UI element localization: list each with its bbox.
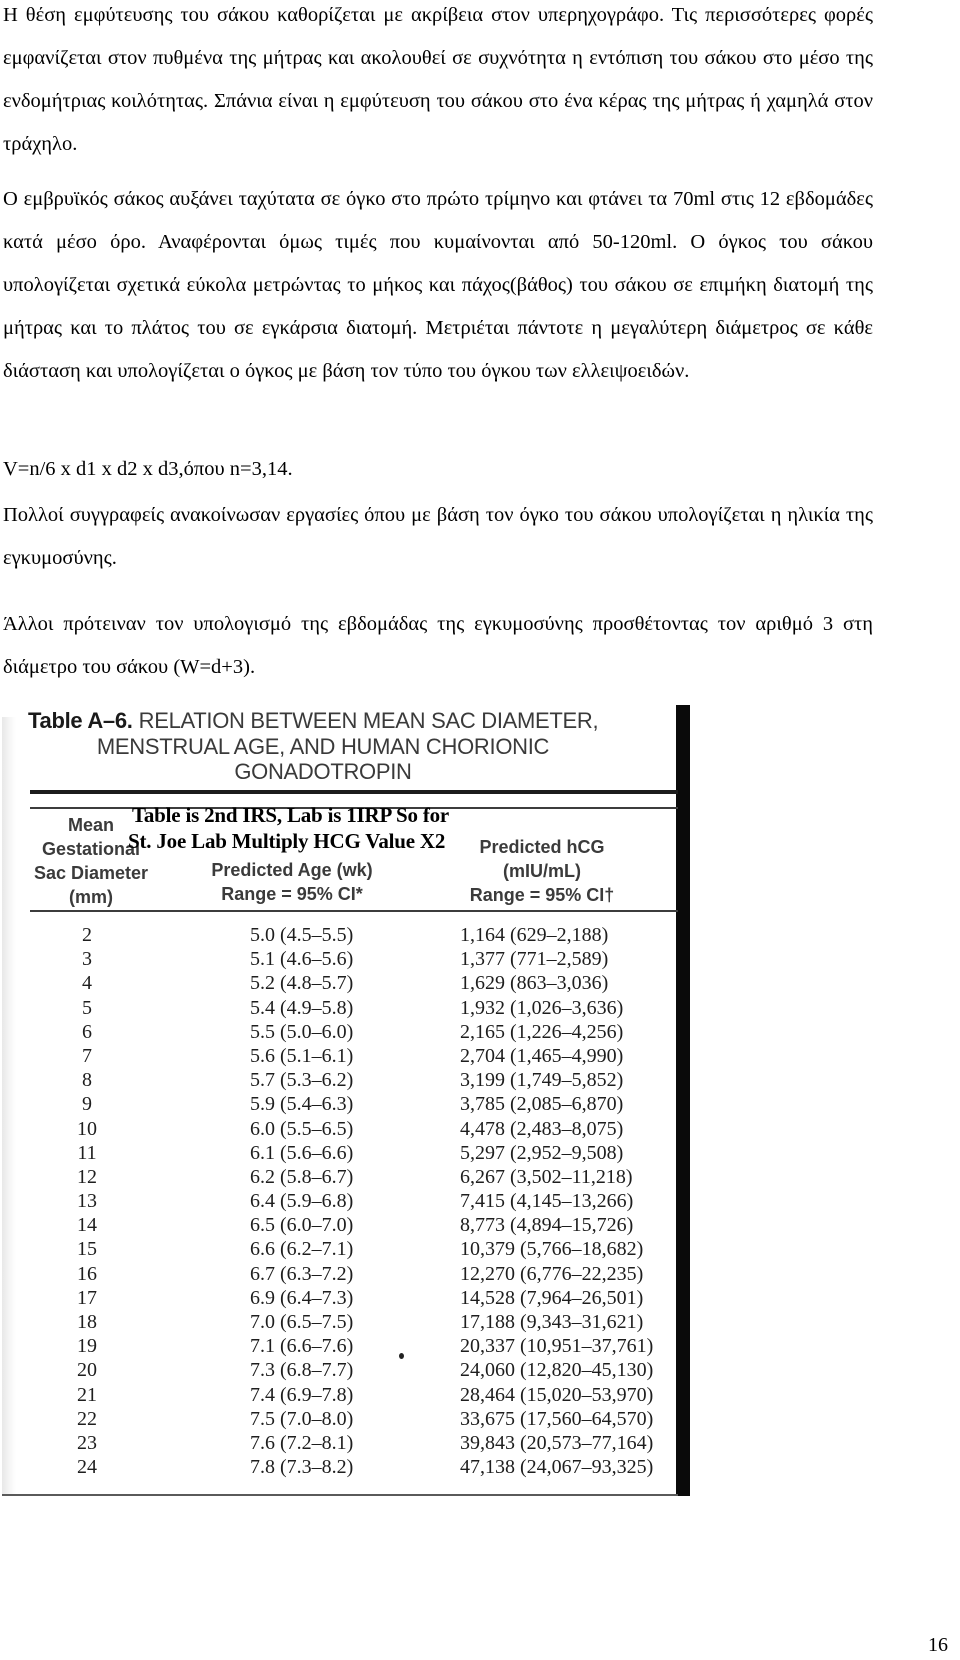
- cell-sac-diameter: 9: [82, 1093, 92, 1116]
- table-row: [2, 1068, 678, 1092]
- cell-predicted-hcg: 4,478 (2,483–8,075): [460, 1117, 624, 1140]
- cell-sac-diameter: 18: [77, 1311, 97, 1333]
- scan-edge-right: [676, 705, 690, 1496]
- cell-predicted-hcg: 3,199 (1,749–5,852): [460, 1069, 624, 1092]
- cell-sac-diameter: 6: [82, 1020, 92, 1043]
- cell-predicted-age: 5.7 (5.3–6.2): [250, 1069, 354, 1092]
- page-number: 16: [928, 1634, 948, 1656]
- cell-predicted-age: 6.6 (6.2–7.1): [250, 1238, 354, 1261]
- cell-predicted-age: 5.5 (5.0–6.0): [250, 1020, 354, 1043]
- cell-sac-diameter: 13: [77, 1190, 97, 1213]
- cell-predicted-age: 7.1 (6.6–7.6): [250, 1335, 354, 1358]
- cell-predicted-hcg: 3,785 (2,085–6,870): [460, 1093, 624, 1116]
- cell-predicted-hcg: 14,528 (7,964–26,501): [460, 1286, 644, 1309]
- cell-sac-diameter: 4: [82, 972, 92, 995]
- cell-predicted-hcg: 28,464 (15,020–53,970): [460, 1383, 654, 1406]
- scan-edge-bottom: [2, 1494, 678, 1496]
- table-row: [2, 1407, 678, 1431]
- table-row: [2, 1092, 678, 1116]
- table-row: [2, 1237, 678, 1261]
- table-rule-header-bottom: [30, 910, 678, 912]
- table-row: [2, 1334, 678, 1358]
- cell-predicted-hcg: 8,773 (4,894–15,726): [460, 1214, 634, 1237]
- cell-predicted-hcg: 1,932 (1,026–3,636): [460, 996, 624, 1019]
- table-row: [2, 1383, 678, 1407]
- cell-predicted-age: 7.6 (7.2–8.1): [250, 1431, 354, 1454]
- column-header-line: Gestational: [41, 839, 141, 859]
- cell-predicted-hcg: 24,060 (12,820–45,130): [460, 1359, 654, 1382]
- cell-predicted-age: 5.0 (4.5–5.5): [250, 924, 354, 946]
- cell-sac-diameter: 7: [82, 1044, 92, 1067]
- cell-predicted-age: 7.0 (6.5–7.5): [250, 1311, 354, 1333]
- cell-sac-diameter: 14: [77, 1214, 97, 1237]
- cell-predicted-hcg: 5,297 (2,952–9,508): [460, 1141, 624, 1164]
- stamp-annotation-line1: Table is 2nd IRS, Lab is 1IRP So for: [132, 803, 450, 827]
- cell-predicted-age: 5.4 (4.9–5.8): [250, 996, 354, 1019]
- cell-predicted-age: 6.7 (6.3–7.2): [250, 1262, 354, 1285]
- table-row: [2, 923, 678, 947]
- column-header-line: Predicted Age (wk): [211, 860, 373, 880]
- scanned-table-image: [2, 705, 690, 1496]
- cell-sac-diameter: 20: [77, 1359, 97, 1382]
- cell-sac-diameter: 10: [77, 1117, 97, 1140]
- cell-sac-diameter: 22: [77, 1407, 97, 1430]
- cell-sac-diameter: 11: [77, 1141, 97, 1164]
- cell-predicted-age: 7.4 (6.9–7.8): [250, 1383, 354, 1406]
- cell-sac-diameter: 19: [77, 1335, 97, 1358]
- table-row: [2, 1213, 678, 1237]
- cell-sac-diameter: 8: [82, 1069, 92, 1092]
- cell-predicted-hcg: 2,165 (1,226–4,256): [460, 1020, 624, 1043]
- cell-predicted-age: 5.2 (4.8–5.7): [250, 972, 354, 995]
- column-header-predicted-age: [192, 858, 392, 906]
- cell-predicted-hcg: 2,704 (1,465–4,990): [460, 1044, 624, 1067]
- cell-sac-diameter: 12: [77, 1165, 97, 1188]
- paragraph-week-formula: Άλλοι πρότειναν τον υπολογισμό της εβδομάδας της εγκυμοσύνης προσθέτοντας τον αριθμό 3 στη διάμετρο του σάκου (W=d+3).: [3, 613, 873, 678]
- table-row: [2, 996, 678, 1020]
- table-row: [2, 1044, 678, 1068]
- cell-predicted-hcg: 20,337 (10,951–37,761): [460, 1335, 654, 1358]
- cell-sac-diameter: 17: [77, 1286, 97, 1309]
- cell-predicted-hcg: 7,415 (4,145–13,266): [460, 1190, 634, 1213]
- column-header-line: Sac Diameter: [33, 863, 149, 883]
- cell-predicted-hcg: 33,675 (17,560–64,570): [460, 1407, 654, 1430]
- table-rule-top: [30, 790, 678, 794]
- column-header-line: Predicted hCG: [479, 837, 605, 857]
- cell-predicted-age: 7.5 (7.0–8.0): [250, 1407, 354, 1430]
- cell-predicted-age: 6.9 (6.4–7.3): [250, 1286, 354, 1309]
- cell-predicted-age: 6.5 (6.0–7.0): [250, 1214, 354, 1237]
- cell-predicted-hcg: 6,267 (3,502–11,218): [460, 1165, 633, 1188]
- table-title-line3: GONADOTROPIN: [234, 759, 412, 784]
- cell-predicted-age: 6.4 (5.9–6.8): [250, 1190, 354, 1213]
- cell-predicted-age: 6.1 (5.6–6.6): [250, 1141, 354, 1164]
- cell-sac-diameter: 3: [82, 948, 92, 971]
- table-row: [2, 1141, 678, 1165]
- cell-predicted-age: 7.8 (7.3–8.2): [250, 1456, 354, 1479]
- paragraph-volume-formula: V=n/6 x d1 x d2 x d3,όπου n=3,14.: [3, 458, 293, 480]
- column-header-line: (mm): [69, 887, 113, 907]
- table-row: [2, 1286, 678, 1310]
- table-row: [2, 1262, 678, 1286]
- table-row: [2, 1117, 678, 1141]
- cell-sac-diameter: 16: [77, 1262, 97, 1285]
- table-title: [28, 708, 678, 785]
- column-header-line: Range = 95% CI†: [469, 885, 615, 905]
- stamp-annotation-line2: St. Joe Lab Multiply HCG Value X2: [128, 829, 446, 853]
- cell-sac-diameter: 5: [82, 996, 92, 1019]
- cell-predicted-hcg: 39,843 (20,573–77,164): [460, 1431, 654, 1454]
- table-row: [2, 971, 678, 995]
- cell-predicted-age: 5.6 (5.1–6.1): [250, 1044, 354, 1067]
- table-title-line1: RELATION BETWEEN MEAN SAC DIAMETER,: [138, 708, 599, 733]
- table-row: [2, 1431, 678, 1455]
- cell-sac-diameter: 24: [77, 1456, 97, 1479]
- cell-sac-diameter: 21: [77, 1383, 97, 1406]
- paragraph-implantation-site: Η θέση εμφύτευσης του σάκου καθορίζεται με ακρίβεια στον υπερηχογράφο. Τις περισσότερες φορές εμφανίζεται στον πυθμένα της μήτρας και ακολουθεί σε συχνότητα η εντόπιση του σάκου στο μέσο της ενδομήτριας κοιλότητας. Σπάνια είναι η εμφύτευση του σάκου στο ένα κέρας της μήτρας ή χαμηλά στον τράχηλο.: [3, 4, 873, 155]
- paragraph-sac-volume: Ο εμβρυϊκός σάκος αυξάνει ταχύτατα σε όγκο στο πρώτο τρίμηνο και φτάνει τα 70ml στις 12 εβδομάδες κατά μέσο όρο. Αναφέρονται όμως τιμές που κυμαίνονται από 50-120ml. Ο όγκος του σάκου υπολογίζεται σχετικά εύκολα μετρώντας το μήκος και πάχος(βάθος) του σάκου σε επιμήκη διατομή της μήτρας και το πλάτος του σε εγκάρσια διατομή. Μετριέται πάντοτε η μεγαλύτερη διάμετρος σε κάθε διάσταση και υπολογίζεται ο όγκος με βάση τον τύπο του όγκου των ελλειψοειδών.: [3, 188, 873, 382]
- cell-predicted-age: 6.2 (5.8–6.7): [250, 1165, 354, 1188]
- table-body: [2, 923, 678, 1479]
- table-tag: Table A–6.: [28, 708, 133, 733]
- cell-predicted-hcg: 17,188 (9,343–31,621): [460, 1311, 644, 1333]
- scan-speck: [399, 1353, 404, 1359]
- cell-predicted-hcg: 47,138 (24,067–93,325): [460, 1456, 654, 1479]
- cell-predicted-hcg: 1,629 (863–3,036): [460, 972, 609, 995]
- cell-predicted-hcg: 1,164 (629–2,188): [460, 924, 609, 946]
- cell-sac-diameter: 23: [77, 1431, 97, 1454]
- cell-predicted-age: 5.1 (4.6–5.6): [250, 948, 354, 971]
- cell-predicted-age: 7.3 (6.8–7.7): [250, 1359, 354, 1382]
- table-row: [2, 1310, 678, 1334]
- column-header-line: Mean: [67, 815, 114, 835]
- table-row: [2, 1455, 678, 1479]
- table-row: [2, 1165, 678, 1189]
- cell-predicted-age: 5.9 (5.4–6.3): [250, 1093, 354, 1116]
- cell-predicted-hcg: 10,379 (5,766–18,682): [460, 1238, 644, 1261]
- cell-predicted-hcg: 12,270 (6,776–22,235): [460, 1262, 644, 1285]
- cell-predicted-age: 6.0 (5.5–6.5): [250, 1117, 354, 1140]
- table-row: [2, 1358, 678, 1382]
- column-header-line: Range = 95% CI*: [221, 884, 363, 904]
- cell-sac-diameter: 2: [82, 924, 92, 946]
- column-header-predicted-hcg: [432, 835, 652, 907]
- table-row: [2, 947, 678, 971]
- table-row: [2, 1020, 678, 1044]
- paragraph-authors-gestational-age: Πολλοί συγγραφείς ανακοίνωσαν εργασίες όπου με βάση τον όγκο του σάκου υπολογίζεται η ηλικία της εγκυμοσύνης.: [3, 504, 873, 569]
- cell-predicted-hcg: 1,377 (771–2,589): [460, 948, 609, 971]
- column-header-line: (mIU/mL): [503, 861, 581, 881]
- table-row: [2, 1189, 678, 1213]
- table-title-line2: MENSTRUAL AGE, AND HUMAN CHORIONIC: [96, 733, 550, 759]
- cell-sac-diameter: 15: [77, 1238, 97, 1261]
